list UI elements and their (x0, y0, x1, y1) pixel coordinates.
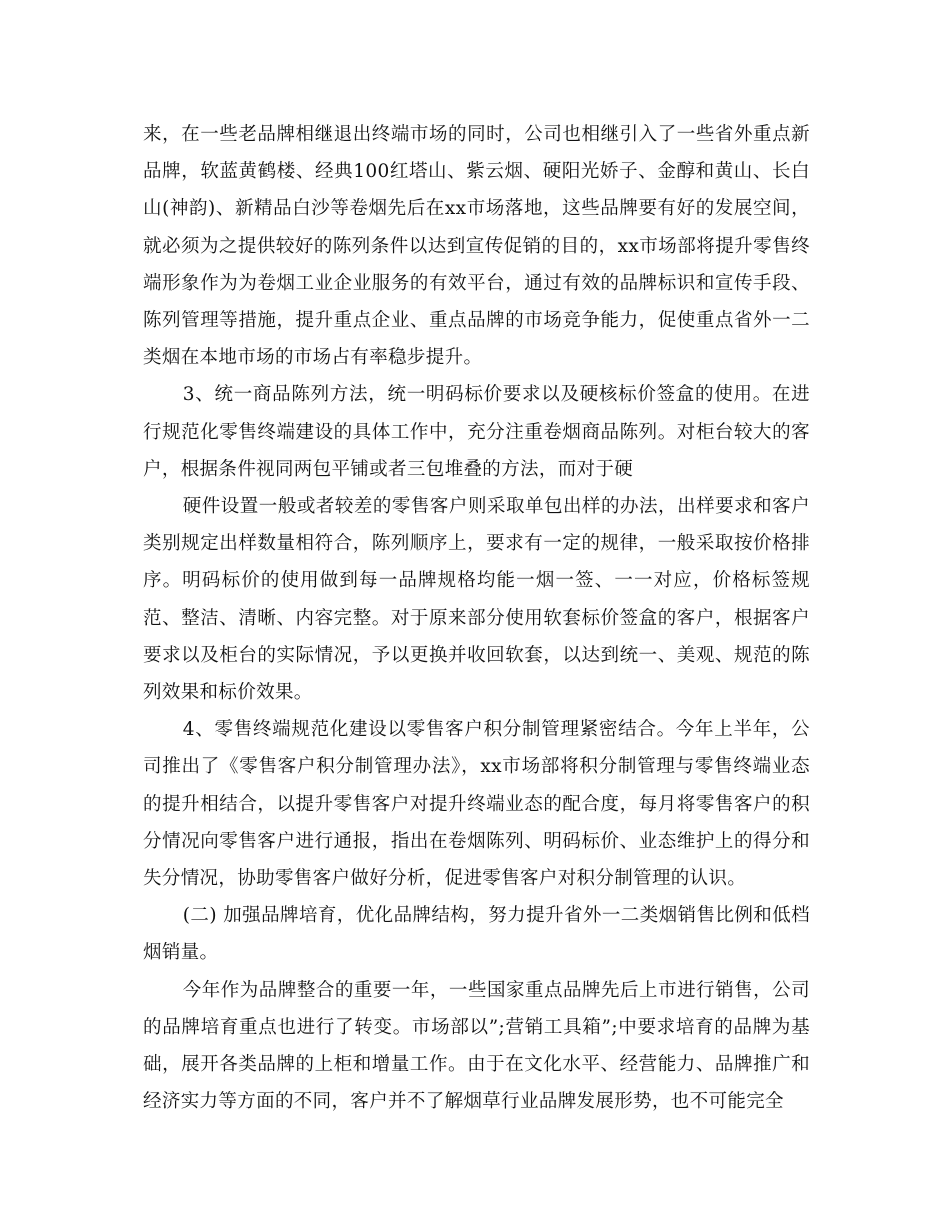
paragraph-hardware-setup: 硬件设置一般或者较差的零售客户则采取单包出样的办法，出样要求和客户类别规定出样数量相符合，陈列顺序上，要求有一定的规律，一般采取按价格排序。明码标价的使用做到每一品牌规格均能一烟一签、一一对应，价格标签规范、整洁、清晰、内容完整。对于原来部分使用软套标价签盒的客户，根据客户要求以及柜台的实际情况，予以更换并收回软套，以达到统一、美观、规范的陈列效果和标价效果。 (143, 496, 810, 704)
paragraph-continuation: 来，在一些老品牌相继退出终端市场的同时，公司也相继引入了一些省外重点新品牌，软蓝黄鹤楼、经典100红塔山、紫云烟、硬阳光娇子、金醇和黄山、长白山(神韵)、新精品白沙等卷烟先后在xx市场落地，这些品牌要有好的发展空间，就必须为之提供较好的陈列条件以达到宣传促销的目的，xx市场部将提升零售终端形象作为为卷烟工业企业服务的有效平台，通过有效的品牌标识和宣传手段、陈列管理等措施，提升重点企业、重点品牌的市场竞争能力，促使重点省外一二类烟在本地市场的市场占有率稳步提升。 (143, 124, 810, 369)
section-heading-2: (二) 加强品牌培育，优化品牌结构，努力提升省外一二类烟销售比例和低档烟销量。 (143, 905, 810, 964)
paragraph-brand-cultivation: 今年作为品牌整合的重要一年，一些国家重点品牌先后上市进行销售，公司的品牌培育重点也进行了转变。市场部以”;营销工具箱”;中要求培育的品牌为基础，展开各类品牌的上柜和增量工作。由于在文化水平、经营能力、品牌推广和经济实力等方面的不同，客户并不了解烟草行业品牌发展形势，也不可能完全 (143, 979, 810, 1113)
paragraph-item-4: 4、零售终端规范化建设以零售客户积分制管理紧密结合。今年上半年，公司推出了《零售客户积分制管理办法》，xx市场部将积分制管理与零售终端业态的提升相结合，以提升零售客户对提升终端业态的配合度，每月将零售客户的积分情况向零售客户进行通报，指出在卷烟陈列、明码标价、业态维护上的得分和失分情况，协助零售客户做好分析，促进零售客户对积分制管理的认识。 (143, 719, 810, 890)
document-body (143, 116, 810, 1120)
paragraph-item-3: 3、统一商品陈列方法，统一明码标价要求以及硬核标价签盒的使用。在进行规范化零售终端建设的具体工作中，充分注重卷烟商品陈列。对柜台较大的客户，根据条件视同两包平铺或者三包堆叠的方法，而对于硬 (143, 384, 810, 480)
